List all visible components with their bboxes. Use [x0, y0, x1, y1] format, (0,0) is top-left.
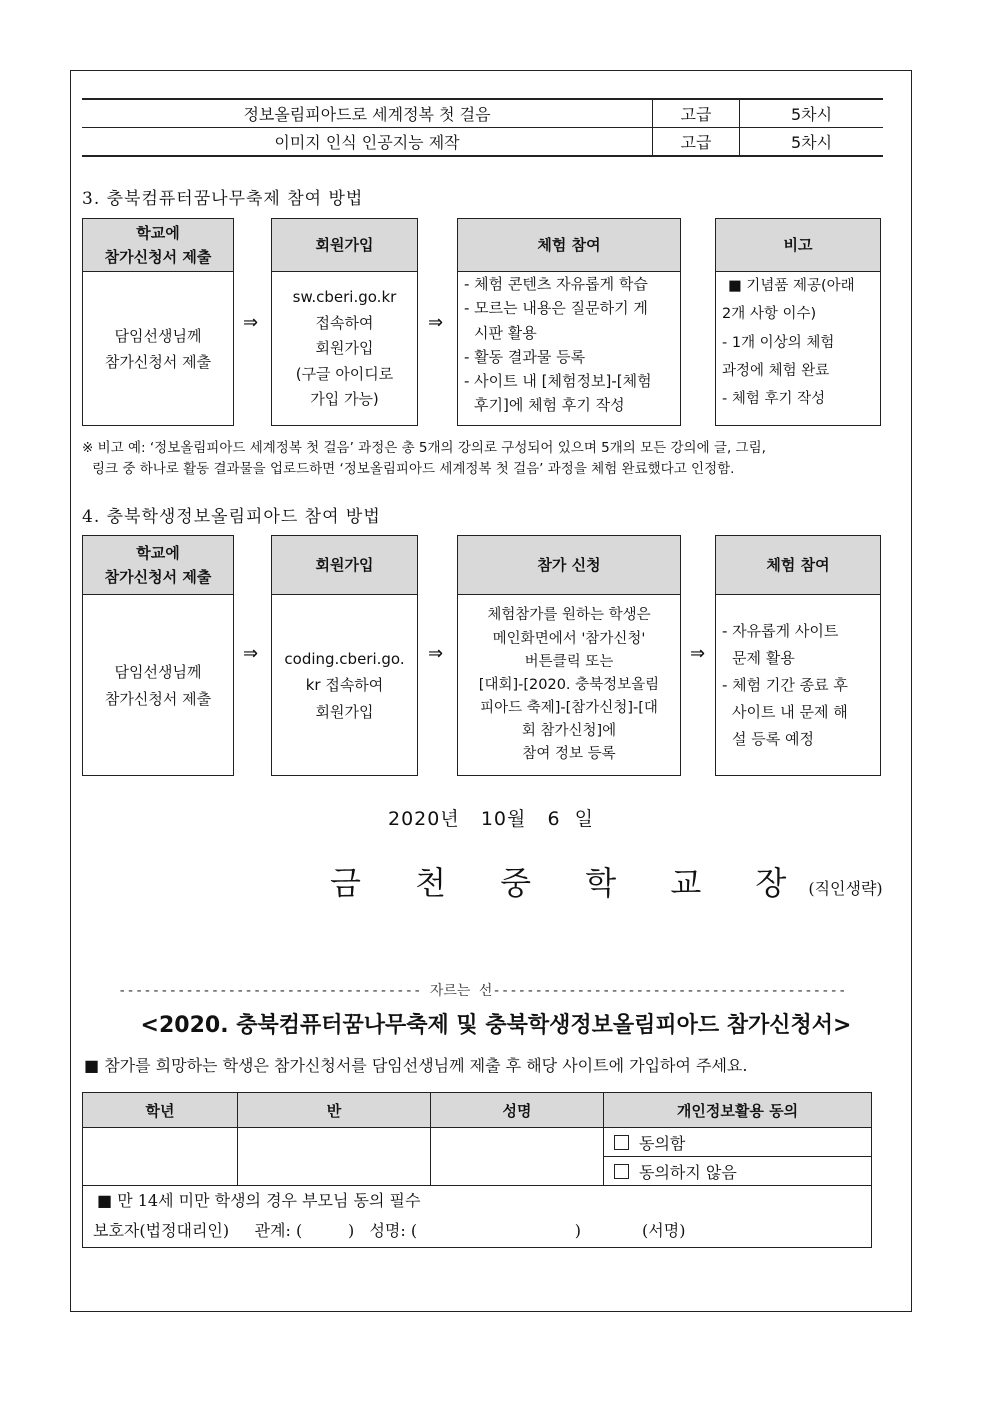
- s4-step4-line: - 자유롭게 사이트: [722, 622, 839, 640]
- s4-step2-head: 회원가입: [272, 536, 417, 595]
- s4-step4-line: - 체험 기간 종료 후: [722, 676, 848, 694]
- s3-step4-body: [716, 272, 880, 426]
- table-row: [83, 1128, 872, 1157]
- s4-step2-body: [272, 595, 417, 776]
- seal-note: (직인생략): [808, 879, 883, 898]
- s4-step1-body: [83, 595, 233, 776]
- s3-step2-line: (구글 아이디로: [295, 364, 394, 383]
- s4-step1-head-line2: 참가신청서 제출: [104, 568, 212, 586]
- s3-step3-box: [457, 218, 681, 426]
- s3-step4-line: ■ 기념품 제공(아래: [728, 278, 855, 294]
- principal-name: 금 천 중 학 교 장: [330, 864, 809, 902]
- form-title: <2020. 충북컴퓨터꿈나무축제 및 충북학생정보올림피아드 참가신청서>: [140, 1013, 852, 1038]
- header-class: 반: [238, 1093, 431, 1128]
- guardian-note: ■ 만 14세 미만 학생의 경우 부모님 동의 필수: [97, 1191, 421, 1210]
- grade-input-cell[interactable]: [83, 1128, 238, 1186]
- s3-step1-head-line1: 학교에: [136, 224, 180, 242]
- form-instruction: ■ 참가를 희망하는 학생은 참가신청서를 담임선생님께 제출 후 해당 사이트에 가입하여 주세요.: [84, 1056, 748, 1075]
- s4-step3-body: [458, 595, 680, 776]
- consent-yes-label: 동의함: [639, 1133, 686, 1153]
- s4-step4-head: 체험 참여: [716, 536, 880, 595]
- s4-step3-line: 참여 정보 등록: [522, 746, 616, 763]
- section3-note-line1: ※ 비고 예: ‘정보올림피아드 세계정복 첫 걸음’ 과정은 총 5개의 강의로 구성되어 있으며 5개의 모든 강의에 글, 그림,: [82, 440, 766, 456]
- s3-step2-line: 회원가입: [315, 339, 374, 358]
- consent-no-label: 동의하지 않음: [639, 1162, 737, 1182]
- s3-step1-head: [83, 219, 233, 272]
- s4-step1-head: [83, 536, 233, 595]
- s3-step1-body: [83, 272, 233, 426]
- guardian-cell: [83, 1186, 872, 1248]
- s4-step4-line: 설 등록 예정: [732, 730, 814, 748]
- section3-title: 3. 충북컴퓨터꿈나무축제 참여 방법: [82, 189, 364, 209]
- s4-step3-line: [대회]-[2020. 충북정보올림: [478, 676, 660, 693]
- s4-step3-line: 피아드 축제]-[참가신청]-[대: [480, 700, 658, 717]
- s3-step3-line: 시판 활용: [474, 323, 537, 342]
- s3-step3-line: - 사이트 내 [체험정보]-[체험: [464, 372, 652, 391]
- header-consent: 개인정보활용 동의: [604, 1093, 872, 1128]
- s3-step1-body-line2: 참가신청서 제출: [104, 353, 212, 371]
- s4-step3-line: 체험참가를 원하는 학생은: [487, 607, 651, 624]
- course-table: [82, 98, 883, 157]
- guardian-row: [83, 1186, 872, 1248]
- s4-step3-head: 참가 신청: [458, 536, 680, 595]
- class-input-cell[interactable]: [238, 1128, 431, 1186]
- course-name: 정보올림피아드로 세계정복 첫 걸음: [82, 99, 653, 128]
- name-input-cell[interactable]: [431, 1128, 604, 1186]
- table-header-row: [83, 1093, 872, 1128]
- checkbox-icon[interactable]: [614, 1164, 629, 1179]
- arrow-icon: ⇒: [243, 312, 259, 333]
- consent-no-option[interactable]: [604, 1157, 872, 1186]
- s4-step4-box: [715, 535, 881, 776]
- s4-step2-line: kr 접속하여: [305, 676, 384, 695]
- course-name: 이미지 인식 인공지능 제작: [82, 128, 653, 157]
- course-sessions: 5차시: [740, 99, 884, 128]
- s3-step3-head: 체험 참여: [458, 219, 680, 272]
- s3-step3-line: - 체험 콘텐츠 자유롭게 학습: [464, 275, 648, 293]
- course-sessions: 5차시: [740, 128, 884, 157]
- s3-step4-box: [715, 218, 881, 426]
- table-row: [82, 128, 883, 157]
- guardian-signature-line[interactable]: 보호자(법정대리인) 관계: ( ) 성명: ( ) (서명): [93, 1221, 686, 1241]
- header-name: 성명: [431, 1093, 604, 1128]
- section3-note-line2: 링크 중 하나로 활동 결과물을 업로드하면 ‘정보올림피아드 세계정복 첫 걸음’ 과정을 체험 완료했다고 인정함.: [92, 461, 735, 477]
- s3-step2-line: sw.cberi.go.kr: [292, 288, 397, 307]
- s3-step4-head: 비고: [716, 219, 880, 272]
- course-level: 고급: [653, 128, 740, 157]
- cut-line: ------------------------------------ 자르는 선------------------------------------------: [118, 983, 847, 999]
- s3-step3-body: [458, 272, 680, 426]
- s4-step1-head-line1: 학교에: [136, 544, 180, 562]
- s3-step4-line: - 1개 이상의 체험: [722, 334, 835, 351]
- s3-step3-line: - 활동 결과물 등록: [464, 347, 586, 366]
- s4-step3-box: [457, 535, 681, 776]
- arrow-icon: ⇒: [690, 643, 706, 664]
- s4-step1-body-line1: 담임선생님께: [114, 663, 202, 682]
- s4-step1-box: [82, 535, 234, 776]
- s3-step2-head: 회원가입: [272, 219, 417, 272]
- s3-step1-box: [82, 218, 234, 426]
- s3-step4-line: - 체험 후기 작성: [722, 391, 826, 408]
- consent-yes-option[interactable]: [604, 1128, 872, 1157]
- issue-date: 2020년 10월 6 일: [388, 808, 594, 830]
- s4-step3-line: 회 참가신청]에: [521, 723, 617, 740]
- s3-step1-head-line2: 참가신청서 제출: [104, 248, 212, 266]
- course-level: 고급: [653, 99, 740, 128]
- s4-step2-line: 회원가입: [315, 702, 374, 721]
- application-table: [82, 1092, 872, 1248]
- s3-step2-line: 접속하여: [315, 313, 374, 332]
- s3-step1-body-line1: 담임선생님께: [114, 326, 202, 345]
- section4-title: 4. 충북학생정보올림피아드 참여 방법: [82, 507, 381, 527]
- arrow-icon: ⇒: [428, 312, 444, 333]
- arrow-icon: ⇒: [428, 643, 444, 664]
- table-row: [82, 99, 883, 128]
- s4-step3-line: 버튼클릭 또는: [524, 653, 614, 670]
- s3-step3-line: 후기]에 체험 후기 작성: [474, 396, 625, 415]
- arrow-icon: ⇒: [243, 643, 259, 664]
- s3-step2-box: [271, 218, 418, 426]
- s3-step2-line: 가입 가능): [310, 390, 379, 409]
- s4-step2-box: [271, 535, 418, 776]
- s3-step3-line: - 모르는 내용은 질문하기 게: [464, 299, 648, 318]
- s4-step1-body-line2: 참가신청서 제출: [104, 689, 212, 708]
- checkbox-icon[interactable]: [614, 1135, 629, 1150]
- s3-step4-line: 2개 사항 이수): [722, 306, 817, 323]
- s3-step2-body: [272, 272, 417, 426]
- s4-step2-line: coding.cberi.go.: [284, 650, 405, 669]
- principal-block: [330, 858, 883, 904]
- s4-step4-line: 사이트 내 문제 해: [732, 703, 848, 721]
- s3-step4-line: 과정에 체험 완료: [722, 362, 830, 379]
- s4-step4-line: 문제 활용: [732, 649, 795, 667]
- header-grade: 학년: [83, 1093, 238, 1128]
- s4-step3-line: 메인화면에서 '참가신청': [492, 630, 646, 647]
- s4-step4-body: [716, 595, 880, 776]
